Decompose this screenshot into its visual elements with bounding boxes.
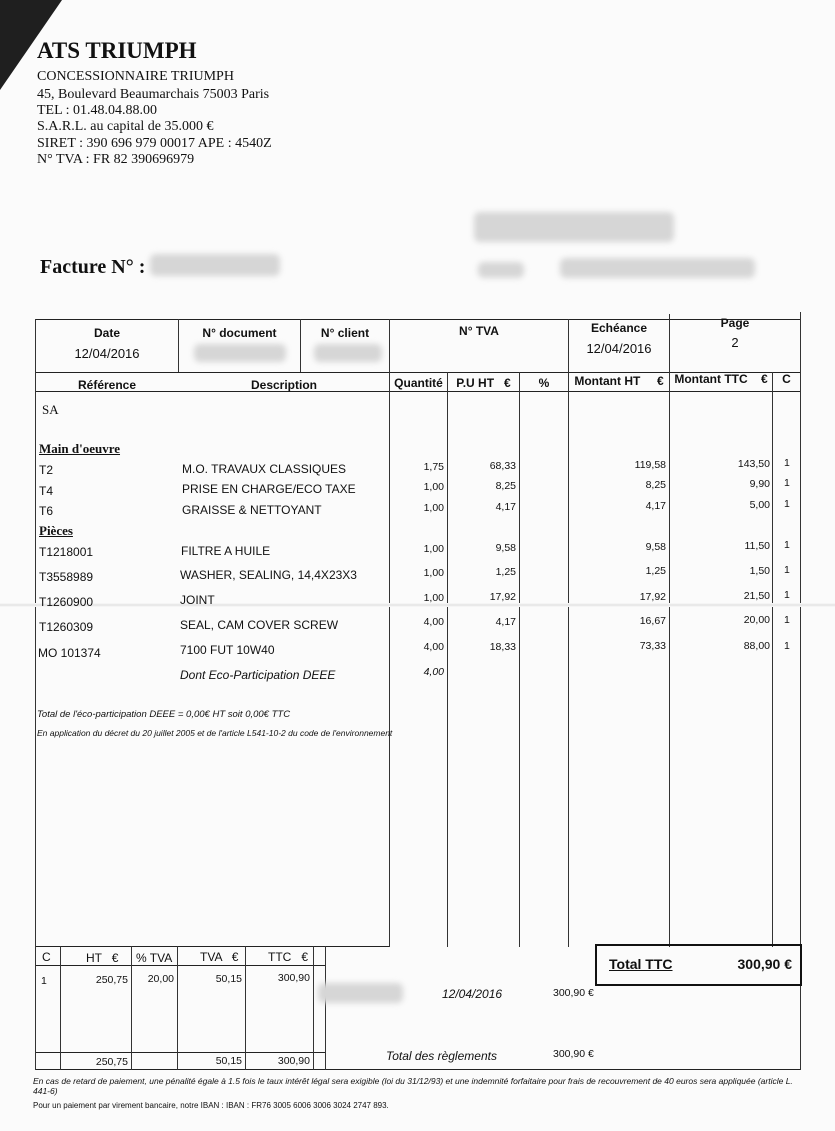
client-number-label: N° client	[320, 326, 370, 340]
date-value: 12/04/2016	[74, 346, 140, 361]
due-date-value: 12/04/2016	[586, 341, 652, 356]
line-desc: JOINT	[180, 593, 215, 607]
line-amount-ht: 17,92	[639, 591, 666, 603]
vat-row-ttc: 300,90	[277, 972, 310, 984]
redacted-client-number	[314, 344, 382, 362]
line-amount-ht: 4,17	[645, 500, 666, 512]
company-vat: N° TVA : FR 82 390696979	[37, 152, 195, 167]
vat-col-tva: TVA €	[200, 950, 239, 964]
vat-total-ht: 250,75	[95, 1056, 128, 1068]
line-ref: T2	[39, 463, 54, 477]
line-amount-ht: 8,25	[645, 479, 666, 491]
line-amount-ht: 1,25	[645, 565, 666, 577]
line-desc: FILTRE A HUILE	[181, 544, 271, 558]
line-qty: 4,00	[423, 616, 444, 628]
line-desc: SEAL, CAM COVER SCREW	[180, 618, 339, 632]
total-ttc-value: 300,90 €	[737, 956, 792, 972]
redacted-client-city	[560, 258, 755, 278]
line-unit-price: 8,25	[495, 480, 516, 492]
bank-iban-note: Pour un paiement par virement bancaire, notre IBAN : IBAN : FR76 3005 6006 3006 3024 2747 893.	[33, 1101, 389, 1110]
line-unit-price: 9,58	[495, 542, 516, 554]
line-amount-ttc: 1,50	[749, 565, 770, 577]
section-labour: Main d'oeuvre	[39, 441, 121, 456]
line-amount-ttc: 88,00	[743, 640, 770, 652]
invoice-title: Facture N° :	[40, 256, 146, 278]
column-amount-ht: Montant HT €	[574, 374, 664, 388]
line-qty: 1,00	[423, 502, 444, 514]
column-amount-ttc: Montant TTC €	[674, 372, 768, 386]
line-amount-ht: 119,58	[634, 459, 666, 471]
vat-row-code: 1	[41, 975, 47, 987]
date-label: Date	[93, 326, 120, 340]
line-code: 1	[784, 477, 790, 489]
line-amount-ttc: 5,00	[749, 499, 770, 511]
line-qty: 1,75	[423, 461, 444, 473]
line-desc: M.O. TRAVAUX CLASSIQUES	[182, 462, 347, 476]
company-name: ATS TRIUMPH	[37, 38, 197, 63]
line-code: 1	[784, 589, 790, 601]
column-code: C	[782, 372, 791, 386]
vat-col-code: C	[42, 950, 51, 964]
line-ref: T6	[39, 504, 54, 518]
line-ref: T1260900	[39, 595, 94, 609]
document-number-label: N° document	[202, 326, 277, 340]
line-unit-price: 4,17	[495, 616, 516, 628]
line-ref: T1218001	[39, 545, 94, 559]
line-desc: WASHER, SEALING, 14,4X23X3	[180, 568, 357, 582]
line-code: 1	[784, 498, 790, 510]
company-line: CONCESSIONNAIRE TRIUMPH	[37, 69, 234, 84]
company-address: 45, Boulevard Beaumarchais 75003 Paris	[37, 87, 270, 102]
redacted-client-name	[474, 212, 674, 242]
line-code: 1	[784, 614, 790, 626]
line-desc: PRISE EN CHARGE/ECO TAXE	[182, 482, 356, 496]
company-siret: SIRET : 390 696 979 00017 APE : 4540Z	[37, 136, 272, 151]
line-unit-price: 17,92	[489, 591, 516, 603]
line-amount-ttc: 21,50	[743, 590, 770, 602]
line-amount-ttc: 11,50	[744, 540, 770, 552]
line-code: 1	[784, 457, 790, 469]
page-label: Page	[720, 316, 750, 330]
line-unit-price: 4,17	[495, 501, 516, 513]
redacted-invoice-number	[150, 254, 280, 276]
line-code: 1	[784, 564, 790, 576]
line-qty: 1,00	[423, 567, 444, 579]
line-amount-ht: 9,58	[645, 541, 666, 553]
line-code: 1	[784, 539, 790, 551]
total-ttc-label: Total TTC	[609, 956, 673, 972]
eco-participation-desc: Dont Eco-Participation DEEE	[180, 668, 336, 682]
column-quantity: Quantité	[394, 376, 443, 390]
line-ref: T1260309	[39, 620, 94, 634]
client-code: SA	[42, 402, 59, 417]
vat-col-ttc: TTC €	[268, 950, 309, 964]
line-ref: T3558989	[39, 570, 94, 584]
line-desc: 7100 FUT 10W40	[180, 643, 275, 657]
column-description: Description	[250, 378, 317, 392]
company-capital: S.A.R.L. au capital de 35.000 €	[37, 119, 214, 134]
column-unit-price: P.U HT €	[456, 376, 511, 390]
line-ref: MO 101374	[38, 646, 101, 660]
line-qty: 1,00	[423, 592, 444, 604]
page-value: 2	[731, 335, 739, 350]
payments-total-amount: 300,90 €	[553, 1048, 594, 1060]
eco-participation-qty: 4,00	[423, 666, 444, 678]
line-code: 1	[784, 640, 790, 652]
vat-total-ttc: 300,90	[277, 1055, 310, 1067]
vat-total-tva: 50,15	[215, 1055, 242, 1067]
line-amount-ttc: 143,50	[737, 458, 770, 470]
line-ref: T4	[39, 484, 54, 498]
vat-col-ht: HT €	[86, 951, 119, 965]
line-amount-ttc: 9,90	[749, 478, 770, 490]
column-percent: %	[538, 376, 550, 390]
line-qty: 1,00	[423, 481, 444, 493]
company-phone: TEL : 01.48.04.88.00	[37, 103, 158, 118]
payments-total-label: Total des règlements	[386, 1049, 497, 1063]
redacted-document-number	[194, 344, 286, 362]
line-amount-ht: 16,67	[639, 615, 666, 627]
section-parts: Pièces	[39, 523, 73, 538]
payment-date: 12/04/2016	[442, 987, 503, 1001]
vat-row-tva: 50,15	[215, 973, 242, 985]
line-amount-ttc: 20,00	[743, 614, 770, 626]
vat-col-rate: % TVA	[136, 951, 173, 965]
line-unit-price: 1,25	[495, 566, 516, 578]
line-qty: 4,00	[423, 641, 444, 653]
line-unit-price: 18,33	[489, 641, 516, 653]
line-qty: 1,00	[423, 543, 444, 555]
vat-row-rate: 20,00	[147, 973, 174, 985]
redacted-payment-method	[318, 983, 403, 1003]
line-desc: GRAISSE & NETTOYANT	[182, 503, 322, 517]
eco-total-note: Total de l'éco-participation DEEE = 0,00€ HT soit 0,00€ TTC	[37, 709, 291, 720]
column-reference: Référence	[77, 378, 137, 392]
vat-row-ht: 250,75	[95, 974, 128, 986]
decree-note: En application du décret du 20 juillet 2005 et de l'article L541-10-2 du code de l'environnement	[37, 728, 393, 738]
late-payment-penalty-note: En cas de retard de paiement, une pénalité égale à 1.5 fois le taux intérêt légal sera exigible (loi du 31/12/93) et une indemnité forfaitaire pour frais de recouvrement de 40 euros sera appliquée (article L. 441-6)	[33, 1076, 793, 1096]
due-date-label: Echéance	[590, 321, 648, 335]
line-unit-price: 68,33	[489, 460, 516, 472]
line-amount-ht: 73,33	[639, 640, 666, 652]
payment-amount: 300,90 €	[553, 987, 594, 999]
vat-number-label: N° TVA	[459, 324, 499, 338]
redacted-client-zip	[478, 262, 524, 278]
